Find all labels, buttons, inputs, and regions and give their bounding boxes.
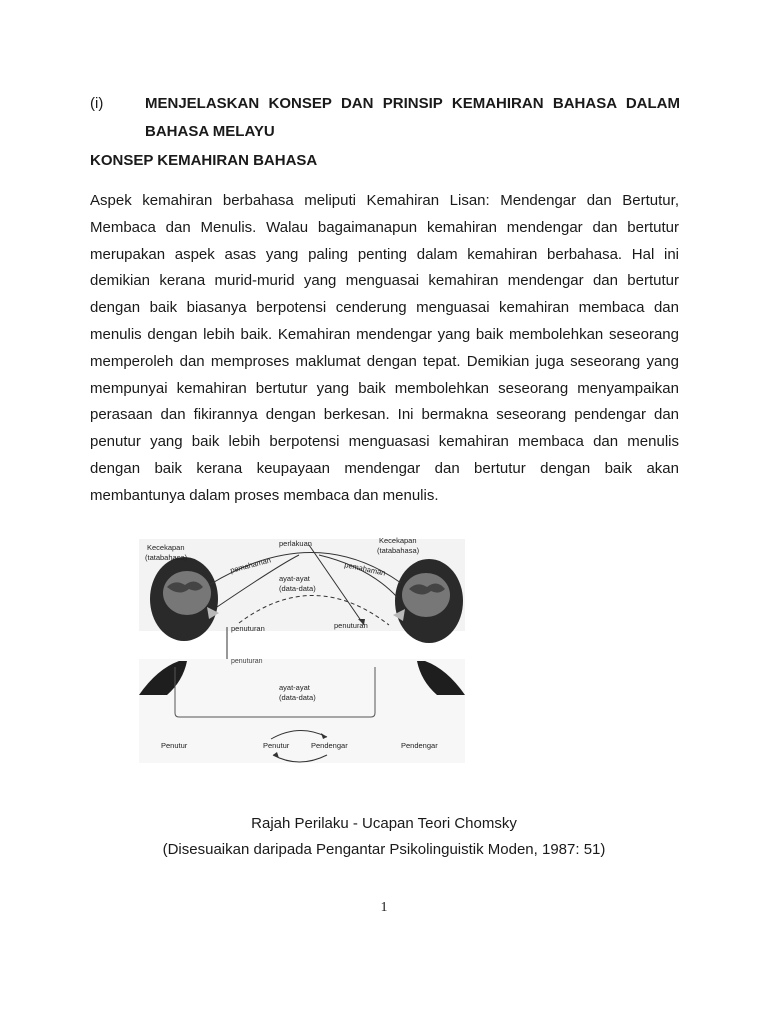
right-understanding-label: pemahaman [343,560,387,578]
right-competence-sub: (tatabahasa) [377,546,420,555]
speaker-mid-label: Penutur [263,741,290,750]
listener-mid-label: Pendengar [311,741,348,750]
right-competence-label: Kecekapan [379,536,417,545]
heading-title: MENJELASKAN KONSEP DAN PRINSIP KEMAHIRAN BAHASA DALAM BAHASA MELAYU [145,95,680,140]
left-speech-label: penuturan [231,624,265,633]
figure-source: (Disesuaikan daripada Pengantar Psikolinguistik Moden, 1987: 51) [162,841,606,858]
left-understanding-label: pemahaman [229,555,272,575]
body-paragraph: Aspek kemahiran berbahasa meliputi Kemahiran Lisan: Mendengar dan Bertutur, Membaca dan Menulis. Walau bagaimanapun kemahiran mendengar dan bertutur merupakan aspek asas yang paling penting dalam kemahiran berbahasa. Hal ini demikian kerana murid-murid yang menguasai kemahiran mendengar dan bertutur dengan baik biasanya berpotensi cenderung menguasai kemahiran membaca dan menulis dengan lebih baik. Kemahiran mendengar yang baik membolehkan seseorang memperoleh dan memproses maklumat dengan tepat. Demikian juga seseorang yang mempunyai kemahiran bertutur yang baik membolehkan seseorang menyampaikan perasaan dan fikirannya dengan berkesan. Ini bermakna seseorang pendengar dan penutur yang baik lebih berpotensi menguasasi kemahiran membaca dan menulis dengan baik kerana keupayaan mendengar dan bertutur dengan baik akan membantunya dalam proses membaca dan menulis. [90,192,679,504]
left-competence-sub: (tatabahasa) [145,553,188,562]
chomsky-speech-diagram [139,527,465,765]
center-items-sub: (data-data) [279,584,316,593]
heading-number: (i) [90,95,104,112]
listener-right-label: Pendengar [401,741,438,750]
section-title: KONSEP KEMAHIRAN BAHASA [90,152,318,169]
right-speech-label: penuturan [334,621,368,630]
figure-caption: Rajah Perilaku - Ucapan Teori Chomsky [251,815,517,832]
lower-items-sub: (data-data) [279,693,316,702]
lower-items-label: ayat-ayat [279,683,310,692]
lower-speech-label: penuturan [231,658,263,665]
left-competence-label: Kecekapan [147,543,185,552]
top-center-label: perlakuan [279,539,312,548]
speaker-left-label: Penutur [161,741,188,750]
center-items-label: ayat-ayat [279,574,310,583]
page-number: 1 [380,900,388,915]
